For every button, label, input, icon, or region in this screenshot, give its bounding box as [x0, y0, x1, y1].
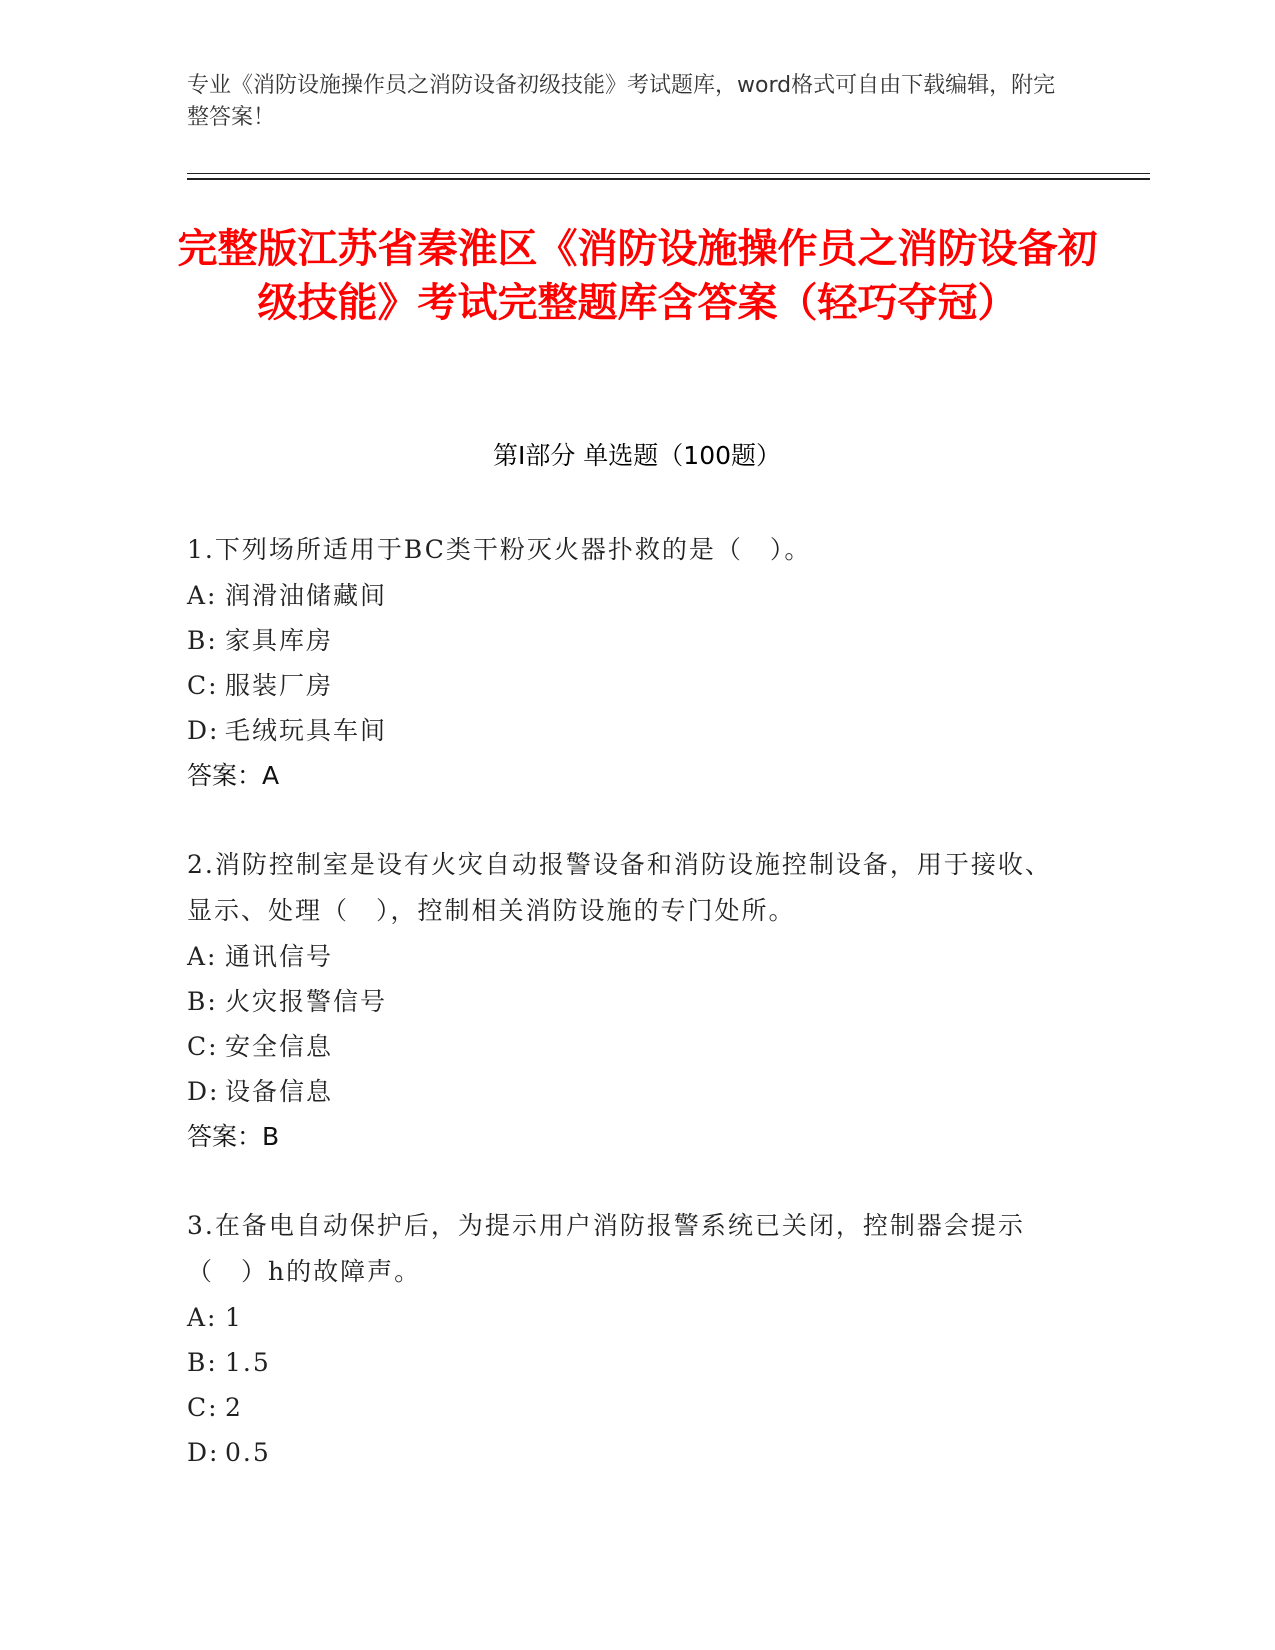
option-letter: D:	[187, 1438, 220, 1467]
section-title: 第Ⅰ部分 单选题（100题）	[492, 441, 782, 470]
option-text: 设备信息	[225, 1077, 334, 1106]
question-3	[187, 1203, 1067, 1475]
header-note: 专业《消防设施操作员之消防设备初级技能》考试题库，word格式可自由下载编辑，附完整答案！	[187, 73, 1056, 130]
option-letter: A:	[187, 942, 218, 971]
option-text: 通讯信号	[225, 942, 334, 971]
option-b	[187, 979, 1067, 1024]
option-text: 安全信息	[225, 1032, 334, 1061]
header-divider-thick	[187, 178, 1150, 180]
option-text: 服装厂房	[225, 671, 334, 700]
option-letter: C:	[187, 1032, 219, 1061]
option-text: 1.5	[225, 1348, 271, 1377]
question-stem: 3.在备电自动保护后，为提示用户消防报警系统已关闭，控制器会提示（ ）h的故障声。	[187, 1211, 1025, 1286]
option-b	[187, 618, 1067, 663]
answer-line: 答案：B	[187, 1122, 280, 1151]
option-text: 1	[225, 1303, 243, 1332]
question-stem: 2.消防控制室是设有火灾自动报警设备和消防设施控制设备，用于接收、显示、处理（ ），控制相关消防设施的专门处所。	[187, 850, 1052, 925]
header-divider-thin	[187, 173, 1150, 174]
document-title: 完整版江苏省秦淮区《消防设施操作员之消防设备初级技能》考试完整题库含答案（轻巧夺冠）	[177, 226, 1098, 326]
option-d	[187, 1430, 1067, 1475]
option-a	[187, 934, 1067, 979]
option-b	[187, 1340, 1067, 1385]
option-letter: B:	[187, 1348, 218, 1377]
option-text: 0.5	[225, 1438, 271, 1467]
option-letter: D:	[187, 716, 220, 745]
option-c	[187, 1024, 1067, 1069]
option-text: 2	[225, 1393, 243, 1422]
option-letter: A:	[187, 581, 218, 610]
question-stem: 1.下列场所适用于BC类干粉灭火器扑救的是（ ）。	[187, 535, 812, 564]
option-d	[187, 708, 1067, 753]
option-letter: A:	[187, 1303, 218, 1332]
option-letter: C:	[187, 671, 219, 700]
option-d	[187, 1069, 1067, 1114]
option-a	[187, 573, 1067, 618]
question-list	[187, 527, 1067, 1519]
option-letter: D:	[187, 1077, 220, 1106]
option-text: 家具库房	[225, 626, 334, 655]
option-letter: C:	[187, 1393, 219, 1422]
option-c	[187, 1385, 1067, 1430]
option-letter: B:	[187, 987, 218, 1016]
option-letter: B:	[187, 626, 218, 655]
question-1	[187, 527, 1067, 798]
answer-line: 答案：A	[187, 761, 280, 790]
question-2	[187, 842, 1067, 1159]
option-c	[187, 663, 1067, 708]
option-text: 润滑油储藏间	[225, 581, 388, 610]
option-a	[187, 1295, 1067, 1340]
option-text: 毛绒玩具车间	[225, 716, 388, 745]
option-text: 火灾报警信号	[225, 987, 388, 1016]
